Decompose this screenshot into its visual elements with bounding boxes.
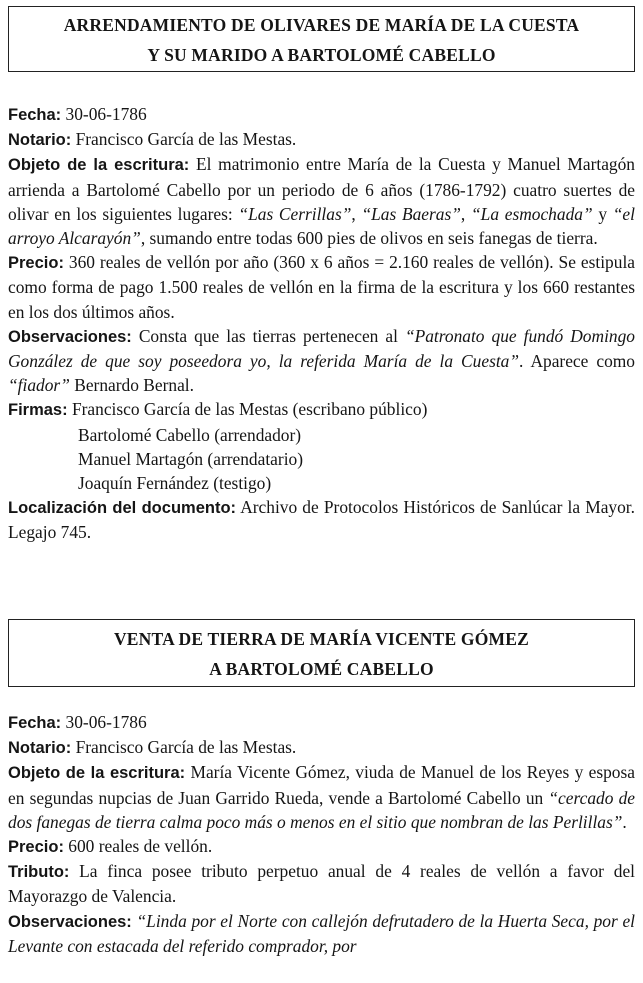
field-value: Consta que las tierras pertenecen al <box>131 325 405 346</box>
field-value: Archivo de Protocolos Históricos de Sanlúcar la Mayor. Legajo 745. <box>8 497 635 543</box>
place-name: “Las Baeras” <box>361 203 461 224</box>
section-title-line: Y SU MARIDO A BARTOLOMÉ CABELLO <box>147 45 496 65</box>
field-label: Notario: <box>8 131 72 150</box>
separator: y <box>592 203 613 224</box>
precio-field <box>8 250 635 324</box>
field-label: Observaciones: <box>8 912 132 931</box>
precio-field <box>8 834 635 859</box>
field-value: La finca posee tributo perpetuo anual de 4 reales de vellón a favor del Mayorazgo de Valencia. <box>8 861 635 907</box>
place-name: “Las Cerrillas” <box>238 203 352 224</box>
objeto-field <box>8 760 635 834</box>
field-value: , sumando entre todas 600 pies de olivos en seis fanegas de tierra. <box>140 228 598 249</box>
field-value: 30-06-1786 <box>61 712 147 732</box>
quote: “Linda por el Norte con callejón defrutadero de la Huerta Seca, por el Levante con estacada del referido comprador, por <box>8 910 635 956</box>
field-value: Bernardo Bernal. <box>69 375 194 396</box>
field-label: Tributo: <box>8 863 70 882</box>
firma-item: Manuel Martagón (arrendatario) <box>78 448 304 469</box>
field-value: Francisco García de las Mestas. <box>71 737 297 758</box>
field-label: Observaciones: <box>8 327 132 346</box>
field-label: Notario: <box>8 739 72 758</box>
field-value: . <box>622 811 627 832</box>
field-label: Objeto de la escritura: <box>8 764 186 783</box>
field-value: María Vicente Gómez, viuda de Manuel de los Reyes y esposa en segundas nupcias de Juan Garrido Rueda, vende a Bartolomé Cabello un <box>8 762 635 808</box>
place-name: “La esmochada” <box>470 203 593 224</box>
section-title-line: ARRENDAMIENTO DE OLIVARES DE MARÍA DE LA CUESTA <box>63 15 580 35</box>
field-value: . Aparece como <box>519 351 636 372</box>
section-title-line: A BARTOLOMÉ CABELLO <box>209 659 434 679</box>
field-value: 600 reales de vellón. <box>63 836 213 857</box>
field-label: Localización del documento: <box>8 499 237 518</box>
field-value: Francisco García de las Mestas. <box>71 129 297 150</box>
separator: , <box>460 203 471 224</box>
document-entry-2 <box>8 710 635 958</box>
field-label: Precio: <box>8 838 64 857</box>
section-title-line: VENTA DE TIERRA DE MARÍA VICENTE GÓMEZ <box>113 629 530 649</box>
field-label: Objeto de la escritura: <box>8 156 190 175</box>
separator: , <box>351 203 362 224</box>
firma-item: Joaquín Fernández (testigo) <box>78 473 272 494</box>
notario-field <box>8 735 635 760</box>
field-label: Precio: <box>8 254 64 273</box>
field-label: Firmas: <box>8 401 68 420</box>
section-title-box <box>8 6 635 72</box>
field-label: Fecha: <box>8 714 62 732</box>
field-value: El matrimonio entre María de la Cuesta y Manuel Martagón arrienda a Bartolomé Cabello por un periodo de 6 años (1786-1792) cuatro suertes de olivar en los siguientes lugares: <box>8 154 635 224</box>
field-value: 360 reales de vellón por año (360 x 6 años = 2.160 reales de vellón). Se estipula como forma de pago 1.500 reales de vellón en la firma de la escritura y los 660 restantes en los dos últimos años. <box>8 252 635 322</box>
observaciones-field <box>8 324 635 398</box>
observaciones-field <box>8 909 635 958</box>
firma-item: Bartolomé Cabello (arrendador) <box>78 424 302 445</box>
place-name: “el arroyo Alcarayón” <box>8 203 635 249</box>
notario-field <box>8 127 635 152</box>
quote: “Patronato que fundó Domingo González de que soy poseedora yo, la referida María de la Cuesta” <box>8 325 635 372</box>
quote: “cercado de dos fanegas de tierra calma poco más o menos en el sitio que nombran de las Perlillas” <box>8 787 635 832</box>
quote: “fiador” <box>8 375 70 396</box>
fecha-field <box>8 710 635 735</box>
fecha-field <box>8 102 635 127</box>
field-label: Fecha: <box>8 106 62 124</box>
firmas-field <box>8 397 635 422</box>
field-value: 30-06-1786 <box>61 104 147 124</box>
firma-item: Francisco García de las Mestas (escribano público) <box>67 399 428 420</box>
objeto-field <box>8 152 635 250</box>
tributo-field <box>8 859 635 908</box>
document-entry-1 <box>8 102 635 545</box>
localizacion-field <box>8 495 635 544</box>
section-title-box <box>8 619 635 687</box>
